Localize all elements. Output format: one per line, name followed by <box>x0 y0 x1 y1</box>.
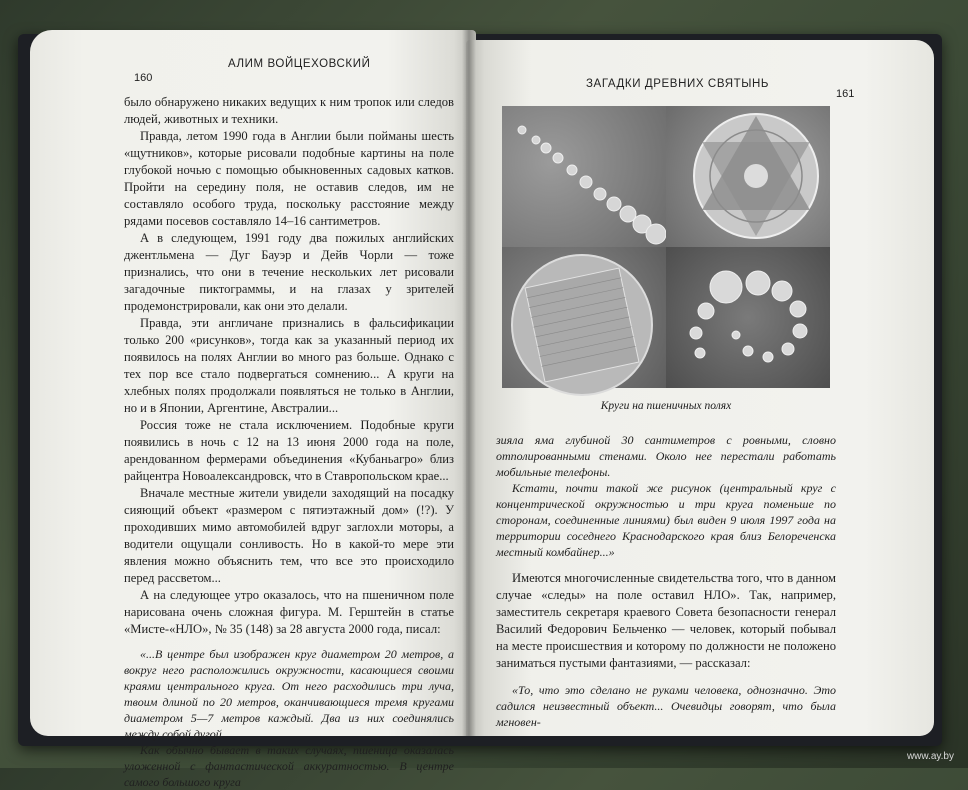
right-page <box>466 40 934 736</box>
quote-continued: зияла яма глубиной 30 сантиметров с ровными, словно отполированными стенами. Около нее перестали работать мобильные телефоны. <box>496 433 836 479</box>
quote-second: Кстати, почти такой же рисунок (центральный круг с концентрической окружностью и три круга поменьше по сторонам, соединенные линиями) был виден 9 июля 1997 года на территории соседнего Краснодарского края близ Белореченска местный комбайнер...» <box>496 481 836 559</box>
paragraph: Вначале местные жители увидели заходящий на посадку сияющий объект «размером с пятиэтажный дом» (!?). У проходивших мимо автомобилей вдруг заглохли моторы, а водители ощущали сонливость. Но в какой-то мере эти явления можно объяснить тем, что все это происходило перед рассветом... <box>124 486 454 585</box>
final-quote: «То, что это сделано не руками человека, однозначно. Это садился неизвестный объект... Очевидцы говорят, что была мгновен- <box>496 683 836 729</box>
crop-circle-spiral-image <box>666 247 830 388</box>
running-header-left: АЛИМ ВОЙЦЕХОВСКИЙ <box>228 58 371 70</box>
page-number-right: 161 <box>836 88 855 100</box>
left-page <box>30 30 476 789</box>
paragraph: Правда, эти англичане признались в фальсификации только 200 «рисунков», тогда как за указанный период их появилось на полях Англии во много раз больше. Однако с тех пор все стало подвергаться сомнению... А круги на хлебных полях продолжали появляться не только в Англии, но и в Японии, Аргентине, Австралии... <box>124 316 454 415</box>
page-number-left: 160 <box>134 72 153 84</box>
quote: «...В центре был изображен круг диаметром 20 метров, а вокруг него расположились окружности, касающиеся своими краями центрального круга. От него расходились три луча, твоим длиной по 20 метров, оканчивающиеся тремя кругами диаметром 5—7 метров каждый. Два из них соединялись между собой дугой. <box>124 647 454 741</box>
book-gutter <box>462 30 476 736</box>
paragraph: А в следующем, 1991 году два пожилых английских джентльмена — Дуг Бауэр и Дейв Чорли — тоже признались, что они в течение нескольких лет рисовали загадочные пиктограммы, и на глазах у зрителей продемонстрировали, как они это делали. <box>124 231 454 313</box>
quote-continued: Как обычно бывает в таких случаях, пшеница оказалась уложенной с фантастической аккуратностью. В центре самого большого круга <box>124 743 454 789</box>
crop-circles-photo <box>502 106 830 388</box>
right-page-text <box>496 432 836 730</box>
paragraph: было обнаружено никаких ведущих к ним тропок или следов людей, животных и техники. <box>124 95 454 126</box>
watermark: www.ay.by <box>906 751 954 762</box>
photo-quadrant <box>502 106 666 247</box>
crop-circle-star-image <box>666 106 830 247</box>
photo-quadrant <box>666 106 830 247</box>
left-page-text <box>124 94 454 790</box>
photo-caption: Круги на пшеничных полях <box>600 400 732 412</box>
running-header-right: ЗАГАДКИ ДРЕВНИХ СВЯТЫНЬ <box>586 78 770 90</box>
photo-quadrant <box>666 247 830 388</box>
crop-circle-chain-image <box>502 106 666 247</box>
paragraph: Имеются многочисленные свидетельства того, что в данном случае «следы» на поле оставил НЛО». Так, например, заместитель секретаря краевого Совета безопасности генерал Василий Федорович Бельченко — человек, который побывал на месте происшествия и которому по должности не положено заниматься пустыми фантазиями, — рассказал: <box>496 571 836 670</box>
photo-quadrant <box>502 247 666 388</box>
paragraph: Россия тоже не стала исключением. Подобные круги появились в ночь с 12 на 13 июня 2000 года на поле, арендованном фермерами объединения «Кубаньагро» близ райцентра Новоалександровск, что в Ставропольском крае... <box>124 418 454 483</box>
paragraph: Правда, летом 1990 года в Англии были пойманы шесть «щутников», которые рисовали подобные картины на поле глубокой ночью с помощью обыкновенных садовых катков. Пройти на середину поля, не оставив следов, им не составляло особого труда, поскольку расстояние между рядами посевов составляло 14–16 сантиметров. <box>124 129 454 228</box>
paragraph: А на следующее утро оказалось, что на пшеничном поле нарисована очень сложная фигура. М. Герштейн в статье «Мисте-«НЛО», № 35 (148) за 28 августа 2000 года, писал: <box>124 588 454 636</box>
crop-circle-grid-image <box>502 247 666 388</box>
